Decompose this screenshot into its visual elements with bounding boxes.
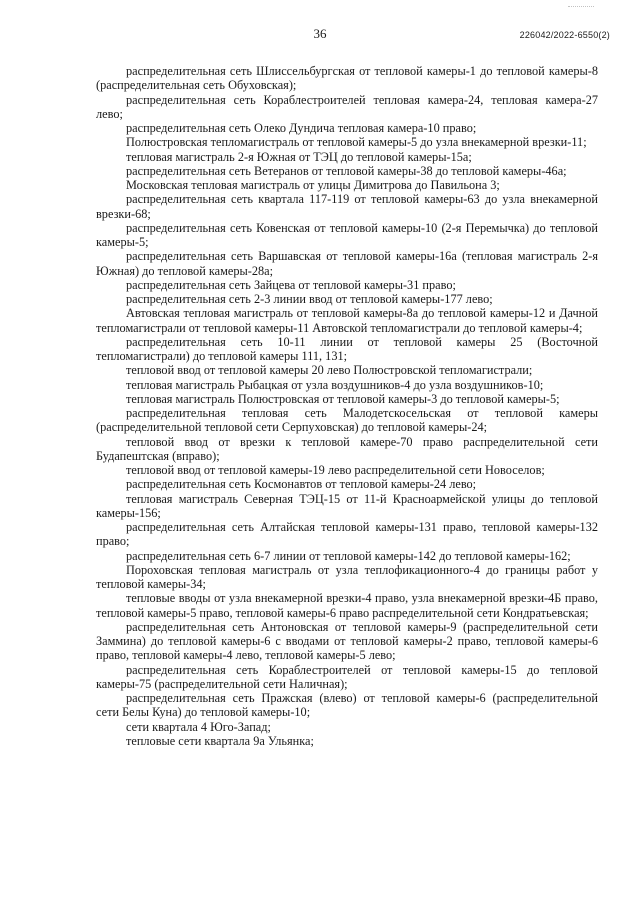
paragraph-21: распределительная сеть Космонавтов от тепловой камеры-24 лево;	[126, 477, 477, 492]
paragraph-12: распределительная сеть 2-3 линии ввод от тепловой камеры-177 лево;	[126, 292, 493, 306]
document-body	[96, 64, 598, 748]
paragraph-5: тепловая магистраль 2-я Южная от ТЭЦ до тепловой камеры-15а;	[126, 149, 472, 164]
paragraph-27: распределительная сеть Антоновская от тепловой камеры-9 (распределительной сети Заммина) до тепловой камеры-6 с вводами от тепловой камеры-2 право, тепловой камеры-6 право, тепловой камеры-4 лево, тепловой камеры-5 лево;	[96, 619, 598, 663]
paragraph-24: распределительная сеть 6-7 линии от тепловой камеры-142 до тепловой камеры-162;	[126, 548, 571, 563]
paragraph-2: распределительная сеть Кораблестроителей тепловая камера-24, тепловая камера-27 лево;	[96, 92, 598, 121]
paragraph-15: тепловой ввод от тепловой камеры 20 лево Полюстровской тепломагистрали;	[126, 363, 533, 378]
paragraph-31: тепловые сети квартала 9а Ульянка;	[126, 733, 314, 748]
paragraph-11: распределительная сеть Зайцева от тепловой камеры-31 право;	[126, 277, 456, 292]
paragraph-25: Пороховская тепловая магистраль от узла теплофикационного-4 до границы работ у тепловой камеры-34;	[96, 562, 598, 591]
paragraph-7: Московская тепловая магистраль от улицы Димитрова до Павильона 3;	[126, 178, 500, 192]
paragraph-1: распределительная сеть Шлиссельбургская от тепловой камеры-1 до тепловой камеры-8 (распределительная сеть Обуховская);	[96, 64, 598, 93]
paragraph-20: тепловой ввод от тепловой камеры-19 лево распределительной сети Новоселов;	[126, 463, 545, 477]
paragraph-19: тепловой ввод от врезки к тепловой камере-70 право распределительной сети Будапештская (вправо);	[96, 434, 598, 463]
paragraph-8: распределительная сеть квартала 117-119 от тепловой камеры-63 до узла внекамерной врезки-68;	[96, 192, 598, 221]
paragraph-30: сети квартала 4 Юго-Запад;	[126, 719, 271, 734]
paragraph-18: распределительная тепловая сеть Малодетскосельская от тепловой камеры (распределительной тепловой сети Серпуховская) до тепловой камеры-24;	[96, 406, 598, 435]
document-id: 226042/2022-6550(2)	[519, 30, 610, 40]
page-number: 36	[313, 26, 327, 41]
paragraph-26: тепловые вводы от узла внекамерной врезки-4 право, узла внекамерной врезки-4Б право, тепловой камеры-5 право, тепловой камеры-6 право распределительной сети Кондратьевская;	[96, 591, 598, 620]
paragraph-28: распределительная сеть Кораблестроителей от тепловой камеры-15 до тепловой камеры-75 (распределительной сети Наличная);	[96, 662, 598, 691]
paragraph-22: тепловая магистраль Северная ТЭЦ-15 от 11-й Красноармейской улицы до тепловой камеры-156;	[96, 491, 598, 520]
paragraph-16: тепловая магистраль Рыбацкая от узла воздушников-4 до узла воздушников-10;	[126, 377, 544, 392]
paragraph-13: Автовская тепловая магистраль от тепловой камеры-8а до тепловой камеры-12 и Дачной тепломагистрали от тепловой камеры-11 Автовской тепломагистрали до тепловой камеры-4;	[96, 306, 598, 335]
paragraph-3: распределительная сеть Олеко Дундича тепловая камера-10 право;	[126, 121, 477, 135]
paragraph-4: Полюстровская тепломагистраль от тепловой камеры-5 до узла внекамерной врезки-11;	[126, 135, 587, 150]
paragraph-10: распределительная сеть Варшавская от тепловой камеры-16а (тепловая магистраль 2-я Южная) до тепловой камеры-28а;	[96, 249, 598, 278]
paragraph-23: распределительная сеть Алтайская тепловой камеры-131 право, тепловой камеры-132 право;	[96, 520, 598, 549]
scan-artifact-mark	[568, 0, 594, 7]
paragraph-29: распределительная сеть Пражская (влево) от тепловой камеры-6 (распределительной сети Белы Куна) до тепловой камеры-10;	[96, 691, 598, 720]
paragraph-6: распределительная сеть Ветеранов от тепловой камеры-38 до тепловой камеры-46а;	[126, 163, 567, 178]
paragraph-9: распределительная сеть Ковенская от тепловой камеры-10 (2-я Перемычка) до тепловой камеры-5;	[96, 220, 598, 249]
paragraph-14: распределительная сеть 10-11 линии от тепловой камеры 25 (Восточной тепломагистрали) до тепловой камеры 111, 131;	[96, 334, 598, 363]
paragraph-17: тепловая магистраль Полюстровская от тепловой камеры-3 до тепловой камеры-5;	[126, 391, 560, 406]
